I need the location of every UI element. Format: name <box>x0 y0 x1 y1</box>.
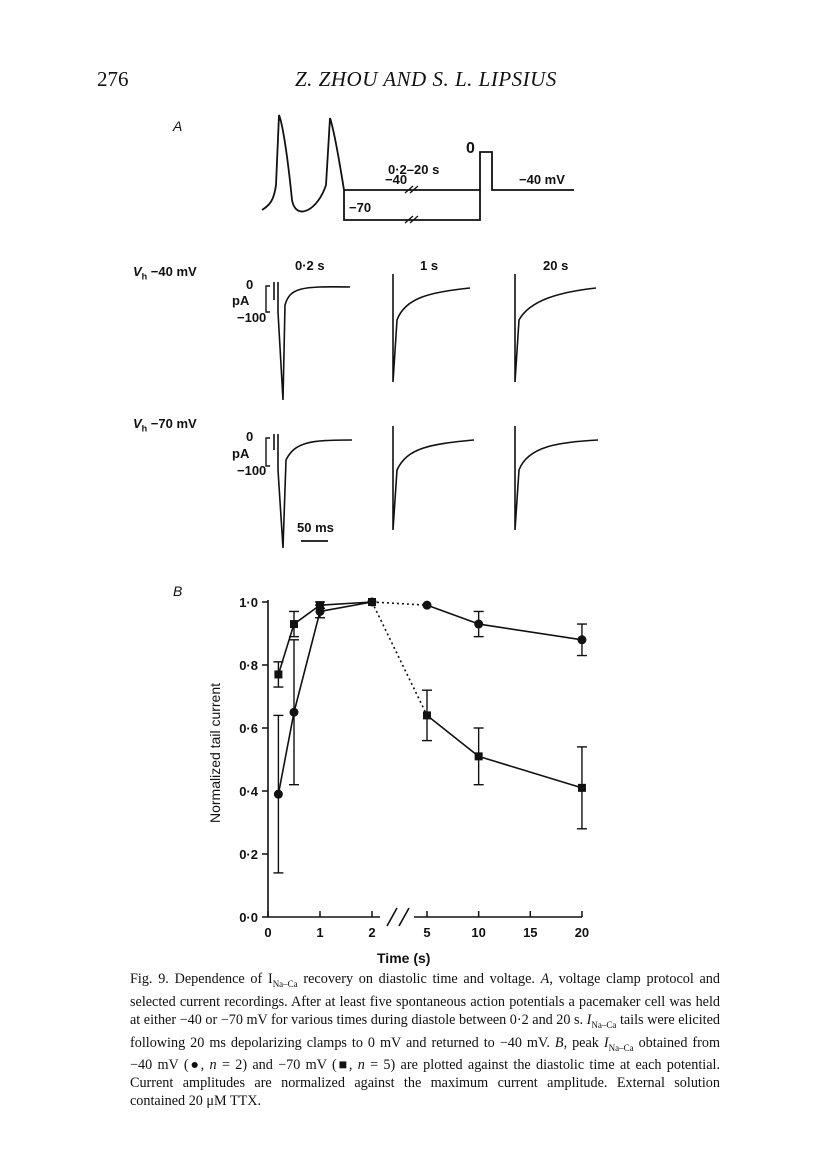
protocol-zero-label: 0 <box>466 140 475 157</box>
caption-sub-11: Na–Ca <box>608 1042 634 1053</box>
caption-part-13: n <box>209 1057 217 1074</box>
row2-scale-bottom: −100 <box>237 463 267 478</box>
protocol-minus70-label: −70 <box>349 200 372 215</box>
square-point <box>475 752 483 760</box>
caption-part-0: Fig. 9. Dependence of I <box>130 971 273 987</box>
y-tick-label: 0·4 <box>239 784 258 799</box>
trace-r1-c1 <box>274 282 350 400</box>
x-break-1 <box>387 908 397 926</box>
row1-v: V <box>133 264 142 279</box>
chart-axes <box>268 600 582 926</box>
y-tick-label: 0·6 <box>239 721 258 736</box>
series-0-segment <box>479 624 582 640</box>
square-point <box>316 601 324 609</box>
running-header-authors: Z. ZHOU AND S. L. LIPSIUS <box>295 67 557 91</box>
scale-bracket-r2 <box>266 438 270 466</box>
row1-sub: h <box>141 271 148 282</box>
caption-part-4: , voltage clamp protocol and selected current recordings. After at least five spontaneous action potentials a pacemaker cell was held at either −40 or −70 mV for various times during diastole between 0·2 and 20 s. <box>130 971 720 1028</box>
caption-part-14: = 2) and −70 mV (■, <box>216 1057 358 1074</box>
caption-part-16: = 5) are plotted against the diastolic time at each potential. Current amplitudes are normalized against the maximum current amplitude. External solution contained 20 μM TTX. <box>130 1057 720 1110</box>
x-tick-label: 20 <box>574 925 590 940</box>
caption-part-8: B <box>554 1034 564 1051</box>
row1-value: −40 mV <box>147 264 197 279</box>
y-tick-label: 1·0 <box>239 595 258 610</box>
holding-minus70 <box>344 190 480 220</box>
col-label-2: 20 s <box>543 258 569 273</box>
series-0-segment <box>372 602 427 605</box>
protocol-minus40-label: −40 <box>385 172 408 187</box>
panel-b-letter: B <box>173 583 183 599</box>
square-point <box>290 620 298 628</box>
trace-r1-c2 <box>393 274 470 382</box>
caption-part-9: , peak <box>563 1034 604 1051</box>
caption-sub-6: Na–Ca <box>591 1019 617 1030</box>
panel-a-letter: A <box>173 118 183 134</box>
y-tick-label: 0·0 <box>239 910 258 925</box>
x-tick-label: 10 <box>471 925 486 940</box>
series-1-segment <box>372 602 427 715</box>
trace-r2-c2 <box>393 426 474 530</box>
caption-part-12: obtained from −40 mV (●, <box>130 1034 720 1074</box>
y-tick-label: 0·2 <box>239 847 258 862</box>
circle-point <box>274 790 283 799</box>
page-number: 276 <box>97 67 129 91</box>
scale-bracket-r1 <box>266 286 270 312</box>
circle-point <box>290 708 299 717</box>
x-tick-label: 0 <box>264 925 272 940</box>
square-point <box>423 711 431 719</box>
trace-r1-c3 <box>515 274 596 382</box>
chart-ticks <box>239 595 589 940</box>
figure-caption <box>130 970 720 1110</box>
row1-scale-unit: pA <box>232 293 250 308</box>
col-label-0: 0·2 s <box>295 258 325 273</box>
row1-scale-bottom: −100 <box>237 310 267 325</box>
caption-part-15: n <box>357 1057 365 1074</box>
caption-part-5: I <box>586 1011 592 1028</box>
square-point <box>368 598 376 606</box>
circle-point <box>577 635 586 644</box>
row2-value: −70 mV <box>147 416 197 431</box>
trace-r2-c1 <box>274 434 352 548</box>
circle-point <box>423 601 432 610</box>
col-label-1: 1 s <box>420 258 439 273</box>
circle-point <box>474 620 483 629</box>
y-axis-label: Normalized tail current <box>207 682 223 824</box>
square-point <box>578 784 586 792</box>
row1-scale-zero: 0 <box>246 277 254 292</box>
series-1-segment <box>278 624 294 674</box>
x-tick-label: 2 <box>368 925 376 940</box>
square-point <box>274 670 282 678</box>
row2-scale-zero: 0 <box>246 429 254 444</box>
row2-v: V <box>133 416 142 431</box>
row2-sub: h <box>141 423 148 434</box>
x-axis-label: Time (s) <box>377 950 431 966</box>
holding-minus40 <box>344 152 574 190</box>
break-marks <box>405 186 418 223</box>
caption-part-7: tails were elicited following 20 ms depolarizing clamps to 0 mV and returned to −40 mV. <box>130 1011 720 1051</box>
action-potentials <box>262 115 344 212</box>
series-0-segment <box>427 605 479 624</box>
series-0-segment <box>278 712 294 794</box>
x-break-2 <box>399 908 409 926</box>
chart-series <box>273 598 587 873</box>
caption-part-3: A <box>540 971 550 987</box>
row2-scale-unit: pA <box>232 446 250 461</box>
protocol-trace <box>262 115 574 220</box>
protocol-end-label: −40 mV <box>519 172 565 187</box>
caption-part-10: I <box>603 1034 609 1051</box>
protocol-time-range-label: 0·2–20 s <box>388 162 440 177</box>
series-1-segment <box>427 715 479 756</box>
x-tick-label: 15 <box>523 925 538 940</box>
x-tick-label: 1 <box>316 925 324 940</box>
caption-sub-1: Na–Ca <box>272 978 298 989</box>
caption-part-2: recovery on diastolic time and voltage. <box>297 971 541 987</box>
series-1-segment <box>479 756 582 788</box>
trace-r2-c3 <box>515 426 598 530</box>
time-scale-label: 50 ms <box>297 520 334 535</box>
y-tick-label: 0·8 <box>239 658 258 673</box>
x-tick-label: 5 <box>423 925 431 940</box>
